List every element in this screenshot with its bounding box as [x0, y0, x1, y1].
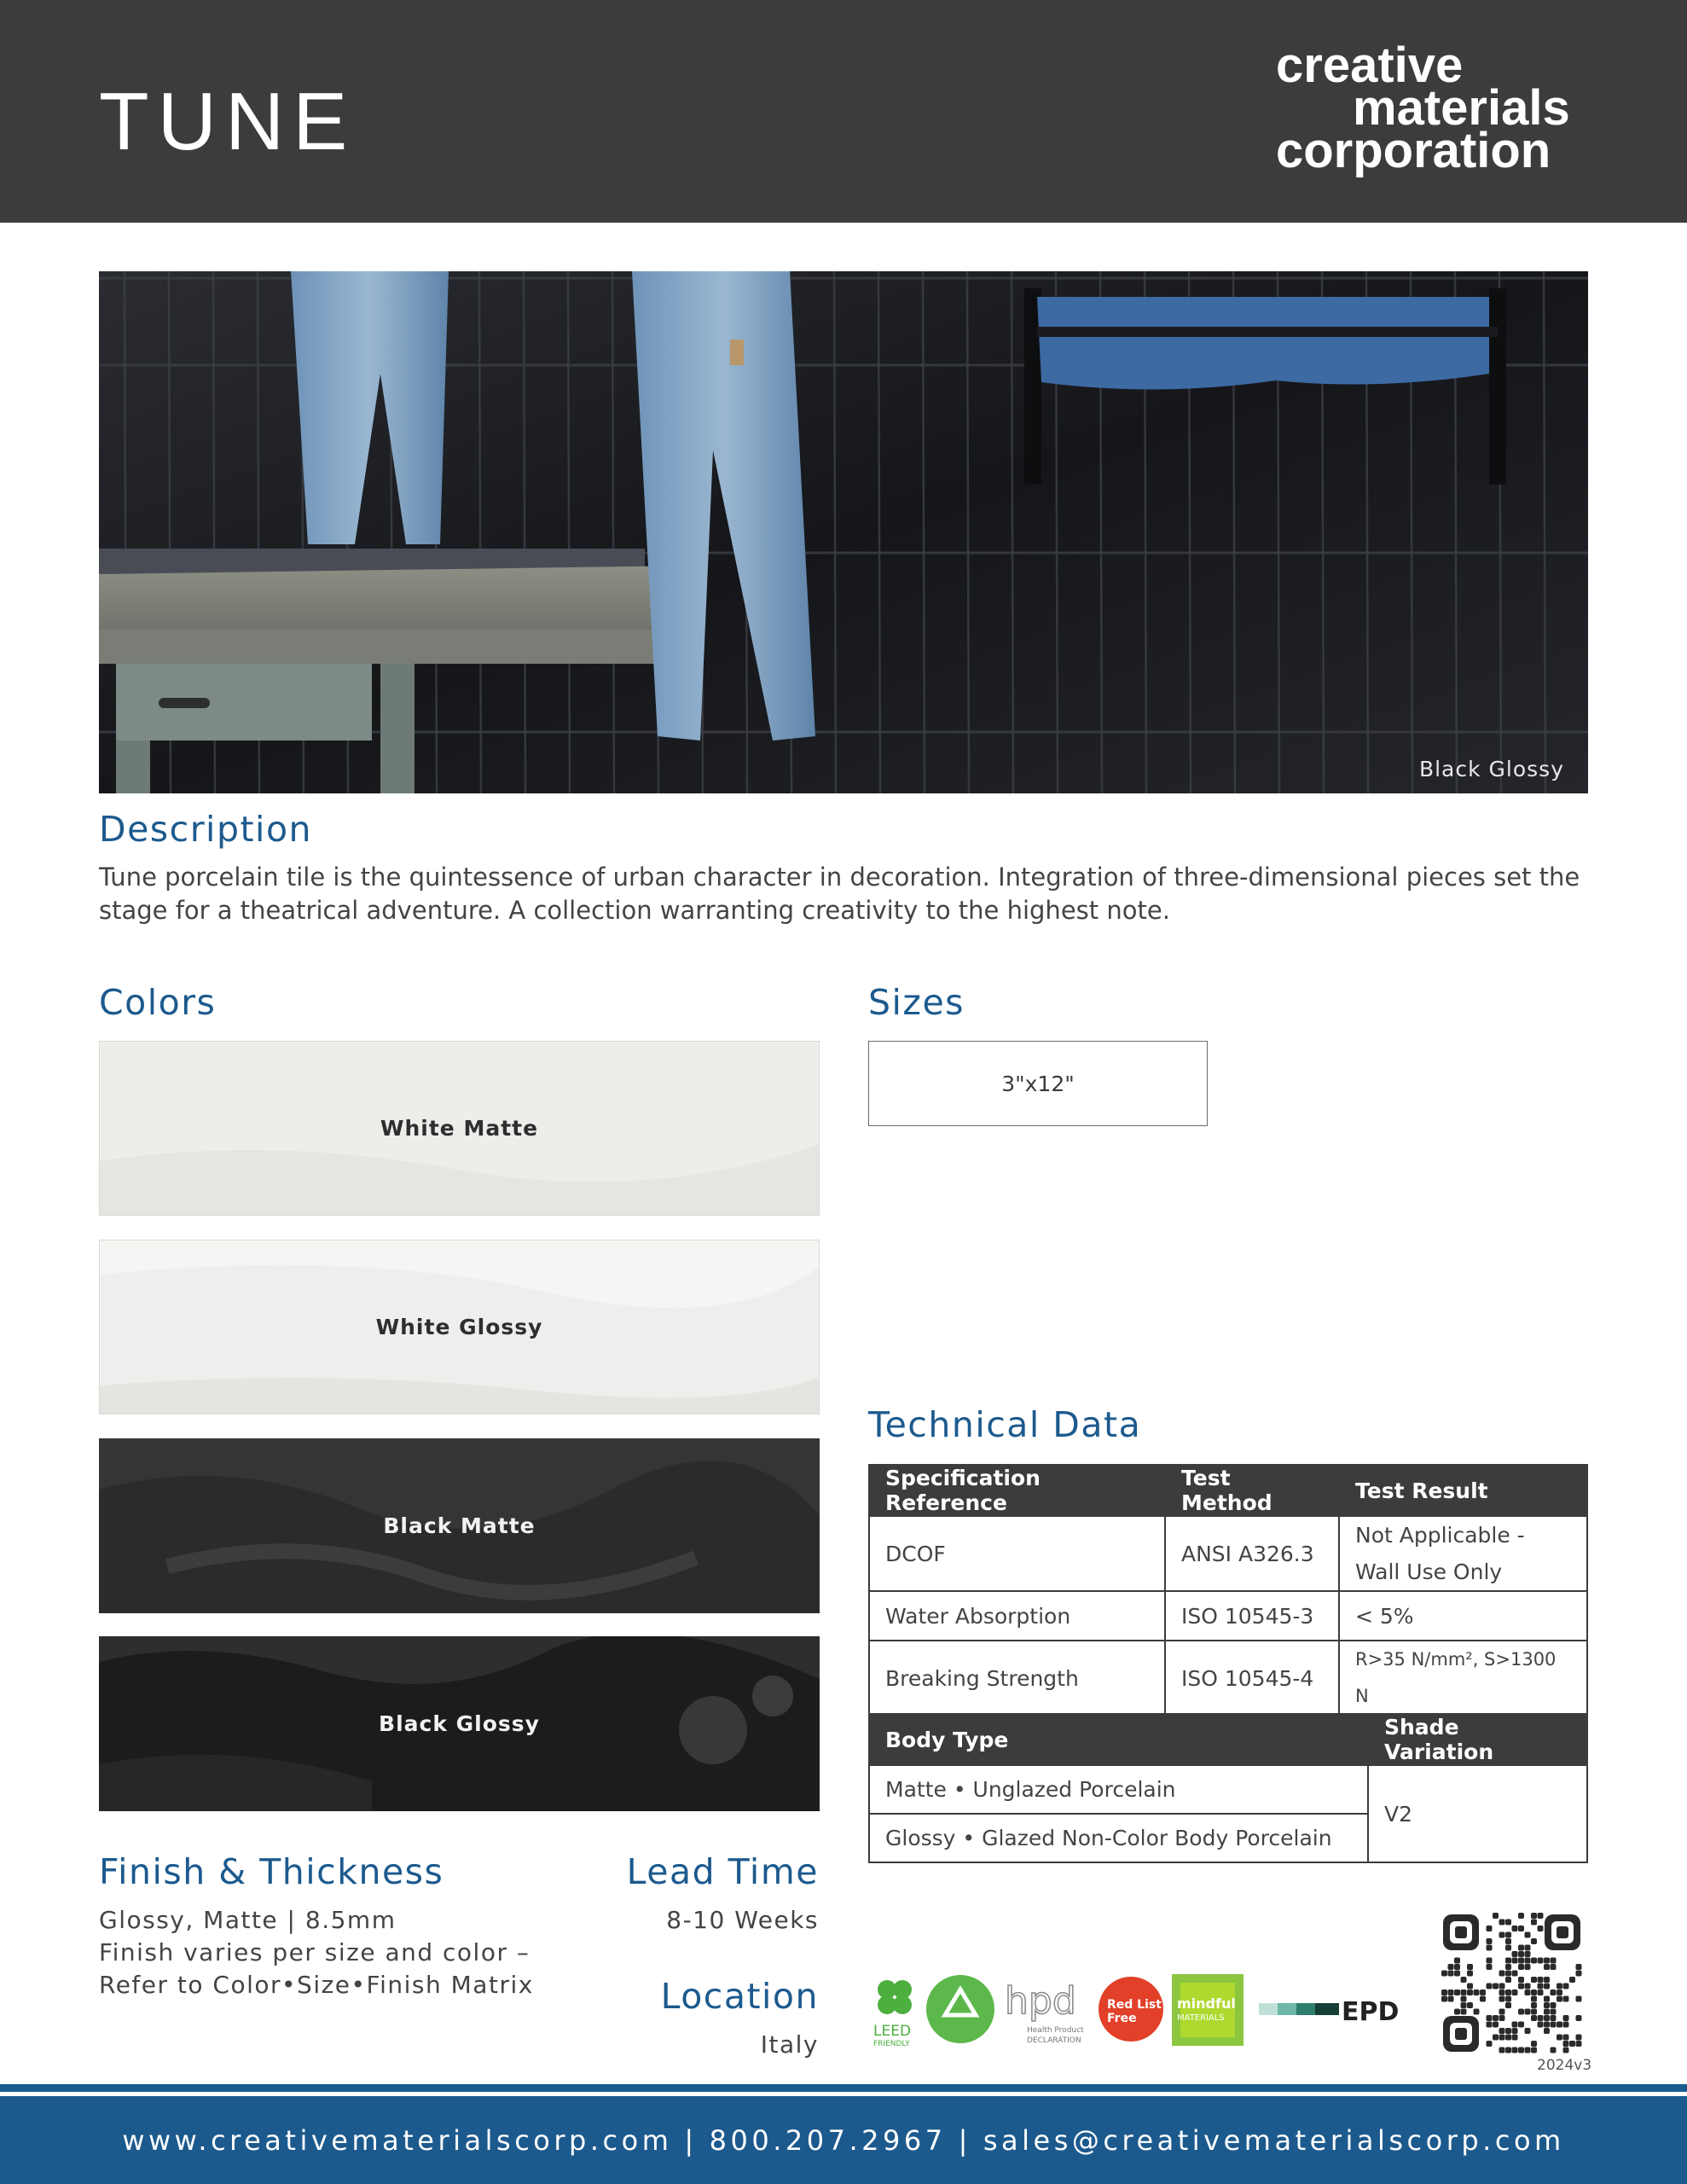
table-cell: Matte • Unglazed Porcelain	[869, 1765, 1368, 1814]
qr-code[interactable]	[1441, 1913, 1582, 2053]
epd-text: EPD	[1342, 1997, 1400, 2027]
description-text: Tune porcelain tile is the quintessence of urban character in decoration. Integration of three-dimensional pieces set the stage for a theatrical adventure. A collection warranting creativity to the highest note.	[99, 863, 1580, 925]
mindful-text: mindful	[1177, 1995, 1236, 2012]
hero-caption: Black Glossy	[1418, 757, 1564, 781]
website-link[interactable]: www.creativematerialscorp.com	[122, 2123, 673, 2157]
hpd-sub-text: Health Product	[1027, 2026, 1084, 2035]
shade-variation-cell: V2	[1368, 1765, 1587, 1862]
hpd-text: hpd	[1005, 1979, 1076, 2023]
swatch-label: Black Matte	[383, 1513, 536, 1538]
table-header-cell: Specification Reference	[869, 1465, 1165, 1516]
phone-link[interactable]: 800.207.2967	[709, 2123, 947, 2157]
footer-divider	[0, 2084, 1687, 2092]
swatch-label: Black Glossy	[379, 1711, 540, 1736]
result-line-1: Not Applicable -	[1355, 1523, 1525, 1548]
table-cell: Breaking Strength	[869, 1641, 1165, 1716]
table-cell: < 5%	[1339, 1591, 1587, 1641]
colors-heading: Colors	[99, 982, 217, 1023]
sizes-heading: Sizes	[868, 982, 965, 1023]
technical-data-heading: Technical Data	[868, 1404, 1142, 1445]
table-row	[869, 1641, 1587, 1716]
finish-line: Refer to Color•Size•Finish Matrix	[99, 1971, 534, 1999]
recycle-icon	[926, 1975, 994, 2043]
table-cell: DCOF	[869, 1516, 1165, 1591]
result-line-2: Wall Use Only	[1355, 1560, 1503, 1584]
body-type-table	[868, 1713, 1588, 1863]
table-row	[869, 1765, 1587, 1814]
finish-details	[99, 1904, 534, 2001]
logo-line-1: creative	[1276, 38, 1464, 93]
table-cell: R>35 N/mm², S>1300 N	[1339, 1641, 1587, 1716]
finish-heading: Finish & Thickness	[99, 1851, 444, 1892]
version-label: 2024v3	[1537, 2057, 1592, 2074]
email-link[interactable]: sales@creativematerialscorp.com	[983, 2123, 1565, 2157]
swatch-black-glossy[interactable]	[99, 1636, 820, 1811]
collection-title: TUNE	[99, 76, 357, 167]
mindful-text: MATERIALS	[1177, 2013, 1225, 2023]
table-header-cell: Test Result	[1339, 1465, 1587, 1516]
header-bar	[0, 0, 1687, 223]
mindful-materials-logo	[1172, 1974, 1244, 2046]
table-row	[869, 1591, 1587, 1641]
table-cell: Glossy • Glazed Non-Color Body Porcelain	[869, 1814, 1368, 1862]
table-row	[869, 1516, 1587, 1591]
location-heading: Location	[660, 1976, 819, 2017]
logo-line-2: materials	[1353, 80, 1570, 136]
table-cell: Water Absorption	[869, 1591, 1165, 1641]
swatch-label: White Matte	[380, 1116, 539, 1141]
finish-line: Finish varies per size and color –	[99, 1938, 530, 1966]
swatch-white-matte[interactable]	[99, 1041, 820, 1216]
footer-bar	[0, 2096, 1687, 2184]
description-heading: Description	[99, 809, 313, 850]
table-cell	[1339, 1516, 1587, 1591]
footer-separator: |	[684, 2123, 698, 2157]
swatch-label: White Glossy	[375, 1315, 543, 1339]
table-header-cell: Test Method	[1165, 1465, 1339, 1516]
hpd-sub-text: DECLARATION	[1027, 2036, 1081, 2045]
table-header-cell: Body Type	[869, 1714, 1368, 1765]
hero-image	[99, 271, 1588, 793]
leed-text: LEED	[873, 2023, 912, 2040]
hpd-logo	[1005, 1979, 1084, 2045]
finish-line: Glossy, Matte | 8.5mm	[99, 1906, 397, 1934]
table-header-row	[869, 1714, 1587, 1765]
size-option-3x12[interactable]: 3"x12"	[868, 1041, 1208, 1126]
swatch-white-glossy[interactable]	[99, 1240, 820, 1414]
table-header-cell: Shade Variation	[1368, 1714, 1587, 1765]
table-header-row	[869, 1465, 1587, 1516]
epd-logo	[1259, 1997, 1399, 2027]
company-logo	[1276, 38, 1570, 178]
table-cell: ANSI A326.3	[1165, 1516, 1339, 1591]
hero-illustration	[99, 271, 1588, 793]
lead-time-heading: Lead Time	[626, 1851, 819, 1892]
table-cell: ISO 10545-4	[1165, 1641, 1339, 1716]
redlist-text: Red List	[1107, 1998, 1162, 2012]
lead-time-value: 8-10 Weeks	[666, 1906, 819, 1934]
swatch-black-matte[interactable]	[99, 1438, 820, 1613]
red-list-free-logo	[1099, 1977, 1163, 2042]
logo-line-3: corporation	[1276, 123, 1551, 178]
leed-sub-text: FRIENDLY	[873, 2040, 910, 2048]
certification-logos	[868, 1962, 1431, 2056]
location-value: Italy	[760, 2030, 819, 2059]
table-cell: ISO 10545-3	[1165, 1591, 1339, 1641]
leed-friendly-logo	[873, 1980, 912, 2048]
footer-separator: |	[958, 2123, 971, 2157]
redlist-text: Free	[1107, 2012, 1137, 2025]
technical-data-table	[868, 1464, 1588, 1716]
